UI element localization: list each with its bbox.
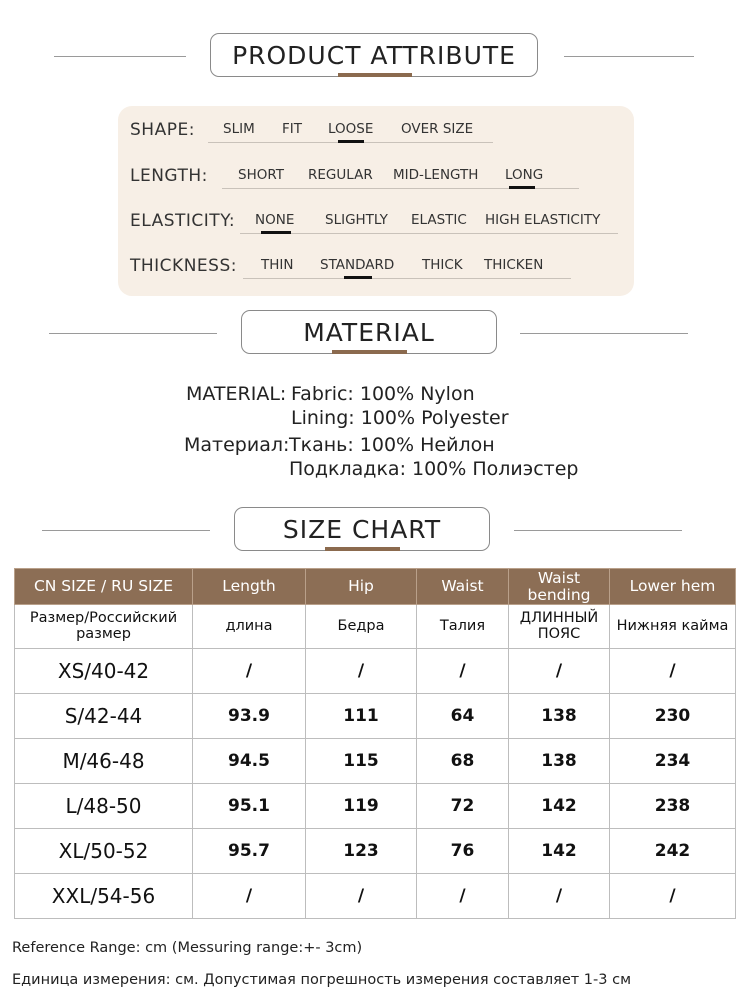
column-header: Length — [193, 569, 306, 605]
attribute-label: THICKNESS: — [130, 256, 237, 276]
table-cell: 115 — [306, 739, 417, 784]
table-cell: M/46-48 — [15, 739, 193, 784]
attribute-panel — [118, 106, 634, 296]
table-cell: XXL/54-56 — [15, 874, 193, 919]
table-cell: / — [509, 649, 610, 694]
table-cell: / — [306, 874, 417, 919]
column-header: Waist — [417, 569, 509, 605]
attribute-option: OVER SIZE — [401, 121, 474, 137]
attribute-option: SLIGHTLY — [325, 212, 388, 228]
divider-line — [49, 333, 217, 334]
section-title: SIZE CHART — [234, 507, 490, 551]
attribute-row-elasticity — [118, 197, 634, 237]
table-cell: 230 — [610, 694, 736, 739]
table-cell: / — [610, 874, 736, 919]
table-cell: / — [193, 874, 306, 919]
attribute-option: THICK — [422, 257, 463, 273]
material-label-ru: Материал: — [184, 434, 290, 456]
material-label-en: MATERIAL: — [186, 383, 287, 405]
table-cell: / — [306, 649, 417, 694]
divider-line — [520, 333, 688, 334]
section-title: PRODUCT ATTRIBUTE — [210, 33, 538, 77]
attribute-label: ELASTICITY: — [130, 211, 236, 231]
size-chart-table — [14, 568, 736, 919]
table-row — [15, 739, 736, 784]
column-header-ru: длина — [193, 605, 306, 649]
table-row — [15, 649, 736, 694]
attribute-option: HIGH ELASTICITY — [485, 212, 601, 228]
product-attribute-header — [0, 33, 750, 79]
reference-note-en: Reference Range: cm (Messuring range:+- 3cm) — [12, 940, 363, 956]
material-fabric-en: Fabric: 100% Nylon — [291, 383, 475, 405]
table-cell: 234 — [610, 739, 736, 784]
attribute-option: ELASTIC — [411, 212, 467, 228]
attribute-label: LENGTH: — [130, 166, 208, 186]
table-cell: 95.7 — [193, 829, 306, 874]
table-cell: / — [417, 874, 509, 919]
table-cell: 111 — [306, 694, 417, 739]
attribute-option: REGULAR — [308, 167, 373, 183]
size-chart-header — [0, 507, 750, 553]
attribute-option: THIN — [261, 257, 294, 273]
attribute-option: FIT — [282, 121, 302, 137]
table-cell: / — [417, 649, 509, 694]
table-header-row — [15, 569, 736, 605]
section-title: MATERIAL — [241, 310, 497, 354]
table-row — [15, 829, 736, 874]
table-cell: / — [509, 874, 610, 919]
table-cell: XS/40-42 — [15, 649, 193, 694]
table-cell: S/42-44 — [15, 694, 193, 739]
attribute-row-thickness — [118, 242, 634, 282]
attribute-row-shape — [118, 106, 634, 146]
table-cell: / — [610, 649, 736, 694]
material-lining-ru: Подкладка: 100% Полиэстер — [289, 458, 579, 480]
table-cell: L/48-50 — [15, 784, 193, 829]
attribute-row-length — [118, 152, 634, 192]
table-cell: 76 — [417, 829, 509, 874]
divider-line — [54, 56, 186, 57]
column-header-ru: Бедра — [306, 605, 417, 649]
column-header: CN SIZE / RU SIZE — [15, 569, 193, 605]
attribute-option: MID-LENGTH — [393, 167, 479, 183]
title-underbar — [338, 73, 412, 77]
table-cell: 94.5 — [193, 739, 306, 784]
material-header — [0, 310, 750, 356]
table-cell: 242 — [610, 829, 736, 874]
selected-marker — [261, 231, 291, 234]
table-cell: 119 — [306, 784, 417, 829]
table-cell: / — [193, 649, 306, 694]
table-row — [15, 694, 736, 739]
table-cell: 142 — [509, 784, 610, 829]
table-cell: XL/50-52 — [15, 829, 193, 874]
attribute-option: THICKEN — [484, 257, 544, 273]
selected-marker — [338, 140, 364, 143]
column-header-ru: ДЛИННЫЙ ПОЯС — [509, 605, 610, 649]
table-cell: 93.9 — [193, 694, 306, 739]
table-row — [15, 784, 736, 829]
divider-line — [42, 530, 210, 531]
column-header-ru: Нижняя кайма — [610, 605, 736, 649]
selected-marker — [344, 276, 372, 279]
table-cell: 64 — [417, 694, 509, 739]
table-cell: 138 — [509, 739, 610, 784]
table-cell: 138 — [509, 694, 610, 739]
attribute-option-selected: NONE — [255, 212, 295, 228]
divider-line — [514, 530, 682, 531]
table-subheader-row — [15, 605, 736, 649]
attribute-option: SHORT — [238, 167, 284, 183]
table-cell: 142 — [509, 829, 610, 874]
reference-note-ru: Единица измерения: см. Допустимая погрешность измерения составляет 1-3 см — [12, 972, 632, 988]
table-row — [15, 874, 736, 919]
attribute-label: SHAPE: — [130, 120, 195, 140]
attribute-option-selected: STANDARD — [320, 257, 395, 273]
title-underbar — [325, 547, 400, 551]
material-lining-en: Lining: 100% Polyester — [291, 407, 509, 429]
attribute-option-selected: LONG — [505, 167, 544, 183]
title-underbar — [332, 350, 407, 354]
column-header-ru: Талия — [417, 605, 509, 649]
column-header: Waist bending — [509, 569, 610, 605]
column-header: Lower hem — [610, 569, 736, 605]
selected-marker — [509, 186, 535, 189]
column-header-ru: Размер/Российский размер — [15, 605, 193, 649]
divider-line — [564, 56, 694, 57]
attribute-option-selected: LOOSE — [328, 121, 374, 137]
table-cell: 123 — [306, 829, 417, 874]
attribute-option: SLIM — [223, 121, 255, 137]
table-cell: 72 — [417, 784, 509, 829]
table-cell: 95.1 — [193, 784, 306, 829]
material-fabric-ru: Ткань: 100% Нейлон — [289, 434, 495, 456]
table-cell: 68 — [417, 739, 509, 784]
column-header: Hip — [306, 569, 417, 605]
table-cell: 238 — [610, 784, 736, 829]
